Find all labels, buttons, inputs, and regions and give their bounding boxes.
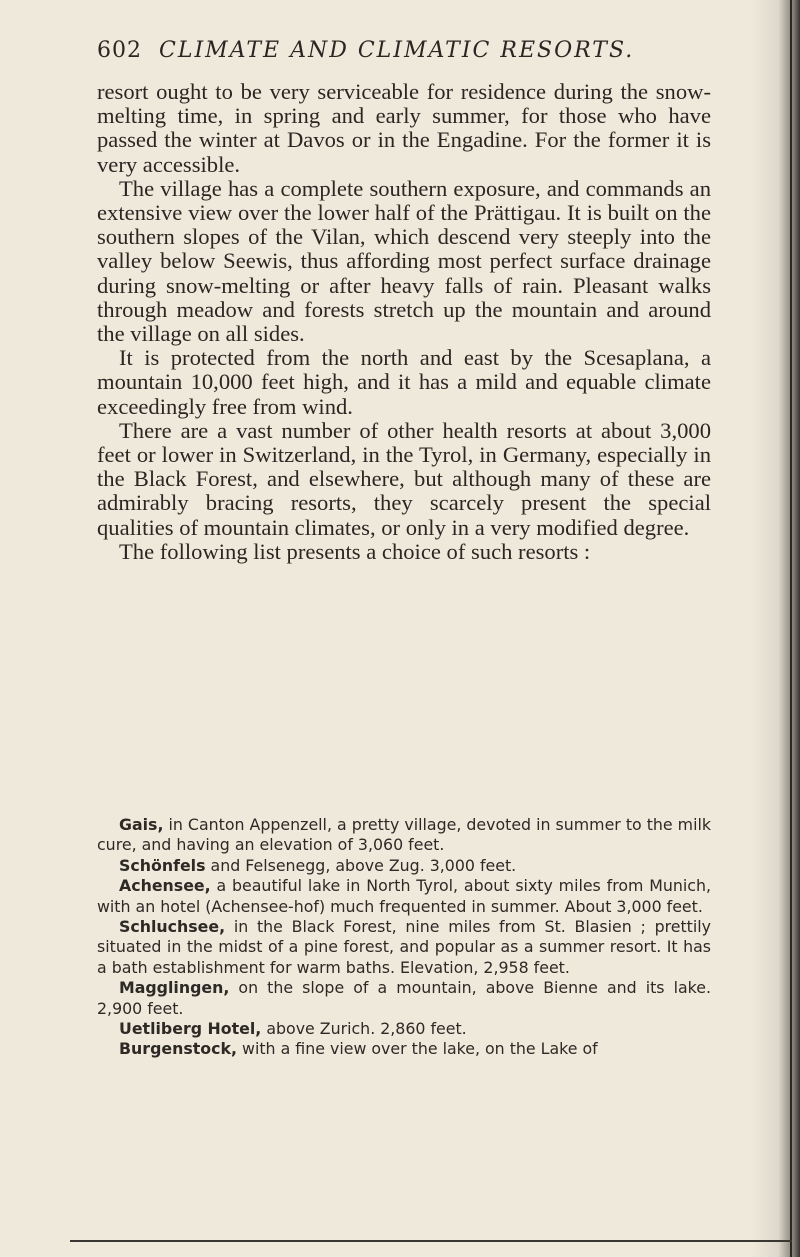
resort-name: Achensee, [119, 876, 211, 896]
resort-name: Magglingen, [119, 978, 230, 998]
resort-name: Schönfels [119, 855, 206, 875]
paragraph: The following list presents a choice of such resorts : [119, 538, 591, 564]
page-header [97, 38, 737, 72]
page-number: 602 [97, 38, 142, 63]
page-edge-shadow [752, 0, 800, 1257]
resort-description: a beautiful lake in North Tyrol, about sixty miles from Munich, with an hotel (Achensee-hof) much frequented in summer. About 3,000 feet. [97, 876, 711, 916]
resort-description: with a fine view over the lake, on the Lake of [237, 1039, 598, 1059]
paragraph: resort ought to be very serviceable for residence during the snow-melting time, in spring and early summer, for those who have passed the winter at Davos or in the Engadine. For the former it is very accessible. [97, 79, 711, 177]
resort-description: on the slope of a mountain, above Bienne and its lake. 2,900 feet. [97, 978, 711, 1018]
paragraph: The village has a complete southern exposure, and commands an extensive view over the lower half of the Prättigau. It is built on the southern slopes of the Vilan, which descend very steeply into the valley below Seewis, thus affording most perfect surface drainage during snow-melting or after heavy falls of rain. Pleasant walks through meadow and forests stretch up the mountain and around the village on all sides. [97, 175, 711, 347]
body-text [97, 80, 711, 564]
page-edge-line [790, 0, 792, 1257]
resort-list [97, 815, 711, 1060]
resort-name: Uetliberg Hotel, [119, 1019, 262, 1039]
list-item [97, 917, 711, 978]
running-title: CLIMATE AND CLIMATIC RESORTS. [159, 38, 635, 63]
resort-name: Gais, [119, 815, 164, 834]
list-item [97, 815, 711, 856]
resort-name: Burgenstock, [119, 1039, 238, 1059]
paragraph: There are a vast number of other health resorts at about 3,000 feet or lower in Switzerland, in the Tyrol, in Germany, especially in the Black Forest, and elsewhere, but although many of these are admirably bracing resorts, they scarcely present the special qualities of mountain climates, or only in a very modified degree. [97, 417, 711, 540]
list-item [97, 856, 711, 876]
resort-name: Schluchsee, [119, 917, 226, 937]
resort-description: in Canton Appenzell, a pretty village, devoted in summer to the milk cure, and having an elevation of 3,060 feet. [97, 815, 711, 855]
list-item [97, 876, 711, 917]
list-item [97, 1039, 711, 1059]
paragraph: It is protected from the north and east by the Scesaplana, a mountain 10,000 feet high, and it has a mild and equable climate exceedingly free from wind. [97, 345, 711, 419]
resort-description: above Zurich. 2,860 feet. [261, 1019, 467, 1039]
page-bottom-edge [70, 1240, 792, 1242]
list-item [97, 978, 711, 1019]
resort-description: in the Black Forest, nine miles from St. Blasien ; prettily situated in the midst of a pine forest, and popular as a summer resort. It has a bath establishment for warm baths. Elevation, 2,958 feet. [97, 917, 711, 977]
resort-description: and Felsenegg, above Zug. 3,000 feet. [205, 855, 517, 875]
list-item [97, 1019, 711, 1039]
